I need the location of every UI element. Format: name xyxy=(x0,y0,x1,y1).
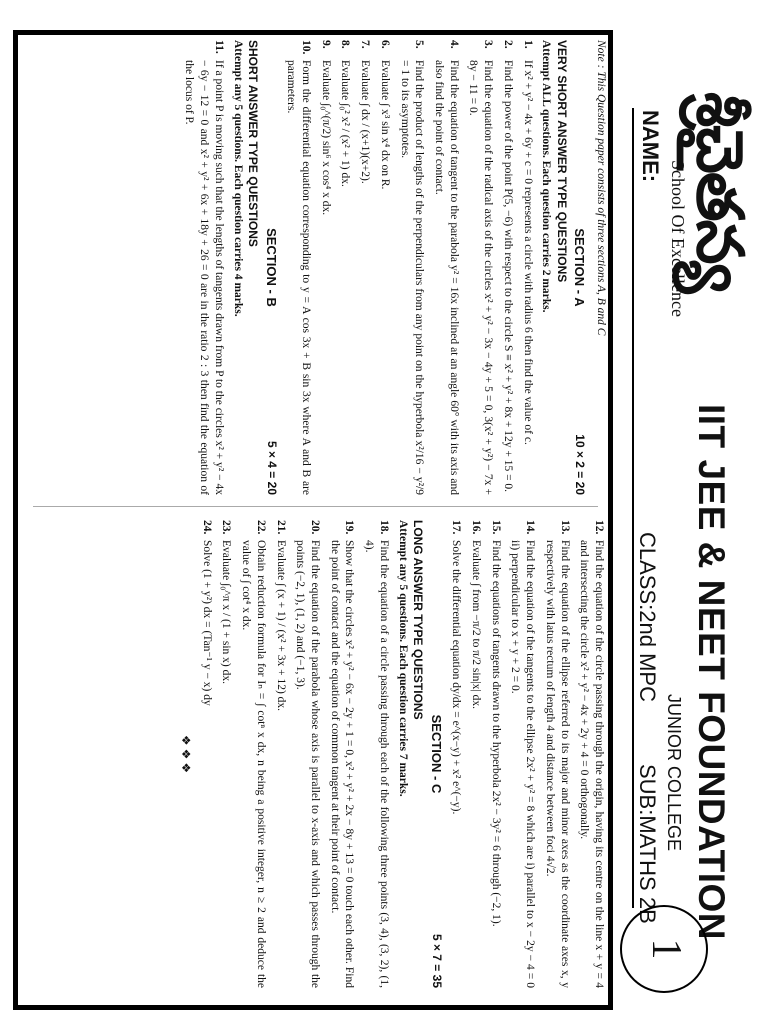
section-a-instructions: Attempt ALL questions. Each question carries 2 marks. xyxy=(540,40,553,313)
question-number: 22. xyxy=(254,520,267,535)
question-item xyxy=(238,520,267,988)
section-a-questions xyxy=(284,40,535,495)
question-text: Find the equation of the tangents to the ellipse 2x² + y² = 8 which are i) parallel to x − 2y − 4 = 0 ii) perpendicular to x + y + 2 = 0. xyxy=(509,540,537,988)
question-item xyxy=(466,40,495,495)
question-item xyxy=(542,520,571,988)
question-text: Find the equation of the parabola whose axis is parallel to x-axis and which passes through the points (−2, 1), (1, 2) and (−1, 3). xyxy=(294,540,321,988)
question-number: 13. xyxy=(558,520,571,535)
question-item xyxy=(449,520,464,988)
question-text: Find the equation of the radical axis of the circles x² + y² − 3x − 4y + 5 = 0, 3(x² + y²) − 7x + 8y − 11 = 0. xyxy=(467,60,495,495)
question-text: Evaluate ∫ from −π/2 to π/2 sin|x| dx. xyxy=(469,540,482,709)
question-item xyxy=(377,40,392,495)
question-number: 20. xyxy=(308,520,321,535)
subject-label: SUB:MATHS 2B xyxy=(635,764,660,924)
logo-subtitle: School Of Excellence xyxy=(668,160,688,317)
question-number: 18. xyxy=(377,520,390,535)
question-item xyxy=(284,40,313,495)
question-item xyxy=(520,40,535,495)
page-number: 1 xyxy=(643,938,689,960)
question-text: Find the product of lengths of the perpendiculars from any point on the hyperbola x²/16 − y²/9 = 1 to its asymptotes. xyxy=(398,60,426,495)
header xyxy=(628,0,768,1024)
question-item xyxy=(468,520,483,988)
question-text: Find the equation of tangent to the parabola y² = 16x inclined at an angle 60° with its axis and also find the point of contact. xyxy=(432,60,460,495)
question-text: Evaluate ∫₀² x² / (x² + 1) dx. xyxy=(339,60,352,187)
question-number: 10. xyxy=(299,40,312,55)
question-text: Find the power of the point P(5, −6) with respect to the circle S ≡ x² + y² + 8x + 12y + 15 = 0. xyxy=(501,60,514,493)
question-number: 11. xyxy=(212,40,225,54)
question-number: 2. xyxy=(501,40,514,49)
question-item xyxy=(318,40,333,495)
question-number: 21. xyxy=(274,520,287,535)
question-item xyxy=(293,520,322,988)
question-text: Evaluate ∫₀^π x / (1 + sin x) dx. xyxy=(220,540,233,684)
section-c-title: SECTION - C 5 × 7 = 35 xyxy=(428,714,444,988)
header-divider xyxy=(632,108,634,908)
page-number-badge xyxy=(620,905,708,993)
question-item xyxy=(500,40,515,495)
page-subtitle: JUNIOR COLLEGE xyxy=(664,694,684,852)
question-text: Find the equation of the circle passing through the origin, having its centre on the line x + y = 4 and intersecting the circle x² + y² − 4x + 2y + 4 = 0 orthogonally. xyxy=(578,540,605,988)
section-b-questions-left xyxy=(182,40,226,495)
section-b-questions-right xyxy=(449,520,606,988)
question-text: Evaluate ∫ x³ sin x⁴ dx on R. xyxy=(378,60,391,190)
school-logo: శ్రీచైతన్య xyxy=(682,92,756,292)
class-label: CLASS:2nd MPC xyxy=(635,532,660,702)
question-number: 9. xyxy=(319,40,332,49)
question-number: 19. xyxy=(343,520,356,535)
name-label: NAME: xyxy=(638,110,663,183)
question-text: Solve (1 + y²) dx = (Tan⁻¹ y − x) dy xyxy=(200,540,213,706)
question-item xyxy=(357,40,372,495)
question-number: 4. xyxy=(447,40,460,49)
column-divider xyxy=(33,506,598,507)
question-text: Show that the circles x² + y² − 6x − 2y + 1 = 0, x² + y² + 2x − 8y + 13 = 0 touch each other. Find the point of contact and the equation of common tangent at their point of contact. xyxy=(328,540,356,988)
question-number: 12. xyxy=(593,520,605,535)
left-column xyxy=(177,40,608,495)
question-number: 5. xyxy=(413,40,426,49)
question-number: 6. xyxy=(378,40,391,49)
question-text: Solve the differential equation dy/dx = e^(x−y) + x² e^(−y). xyxy=(450,540,463,815)
question-text: Evaluate ∫₀^(π/2) sin⁶ x cos⁴ x dx. xyxy=(319,60,332,216)
section-a-marks: 10 × 2 = 20 xyxy=(573,434,588,495)
question-number: 15. xyxy=(489,520,502,535)
question-number: 17. xyxy=(450,520,463,535)
question-number: 7. xyxy=(359,40,372,49)
section-b-instructions: Attempt any 5 questions. Each question carries 4 marks. xyxy=(231,40,244,317)
section-c-questions xyxy=(199,520,391,988)
section-b-title: SECTION - B 5 × 4 = 20 xyxy=(263,228,279,495)
question-text: Find the equations of tangents drawn to the hyperbola 2x² − 3y² = 6 through (−2, 1). xyxy=(489,540,502,927)
section-b-type: SHORT ANSWER TYPE QUESTIONS xyxy=(245,40,260,247)
question-number: 24. xyxy=(200,520,213,535)
question-item xyxy=(327,520,356,988)
section-c-marks: 5 × 7 = 35 xyxy=(429,933,444,988)
question-text: Find the equation of the ellipse referred to its major and minor axes as the coordinate axes x, y respectively with latus rectum of length 4 and distance between foci 4√2. xyxy=(543,540,571,988)
question-text: Find the equation of a circle passing through each of the following three points (3, 4), (3, 2), (1, 4). xyxy=(363,540,390,988)
page-title: IIT JEE & NEET FOUNDATION xyxy=(691,404,732,941)
question-text: If x² + y² − 4x + 6y + c = 0 represents a circle with radius 6 then find the value of c. xyxy=(521,60,534,445)
right-column xyxy=(178,520,608,988)
question-item xyxy=(273,520,288,988)
section-a-type: VERY SHORT ANSWER TYPE QUESTIONS xyxy=(554,40,569,283)
question-item xyxy=(182,40,226,495)
question-item xyxy=(338,40,353,495)
question-item xyxy=(219,520,234,988)
section-c-instructions: Attempt any 5 questions. Each question carries 7 marks. xyxy=(396,520,409,797)
question-number: 23. xyxy=(220,520,233,535)
question-item xyxy=(508,520,537,988)
question-item xyxy=(199,520,214,988)
section-b-marks: 5 × 4 = 20 xyxy=(264,440,279,495)
note-text: Note : This Question paper consists of three sections A, B and C xyxy=(595,40,607,336)
question-number: 3. xyxy=(482,40,495,49)
question-text: Evaluate ∫ dx / (x+1)(x+2). xyxy=(359,60,372,184)
section-a-title: SECTION - A 10 × 2 = 20 xyxy=(572,228,588,495)
question-text: Form the differential equation corresponding to y = A cos 3x + B sin 3x where A and B are parameters. xyxy=(285,60,312,495)
question-text: Obtain reduction formula for Iₙ = ∫ cotⁿ x dx, n being a positive integer, n ≥ 2 and deduce the value of ∫ cot⁴ x dx. xyxy=(240,540,267,988)
question-text: If a point P is moving such that the lengths of tangents drawn from P to the circles x² + y² − 4x − 6y − 12 = 0 and x² + y² + 6x + 18y + 26 = 0 are in the ratio 2 : 3 then find the equation of the locus of P. xyxy=(183,60,225,495)
question-number: 1. xyxy=(521,40,534,49)
question-item xyxy=(488,520,503,988)
end-ornament: ❖ ❖ ❖ xyxy=(178,734,193,774)
question-item xyxy=(577,520,606,988)
question-text: Evaluate ∫ (x + 1) / (x² + 3x + 12) dx. xyxy=(274,540,287,712)
question-number: 14. xyxy=(524,520,537,535)
question-item xyxy=(431,40,460,495)
section-c-type: LONG ANSWER TYPE QUESTIONS xyxy=(410,520,425,720)
question-item xyxy=(361,520,390,988)
question-item xyxy=(397,40,426,495)
question-number: 16. xyxy=(469,520,482,535)
question-number: 8. xyxy=(339,40,352,49)
